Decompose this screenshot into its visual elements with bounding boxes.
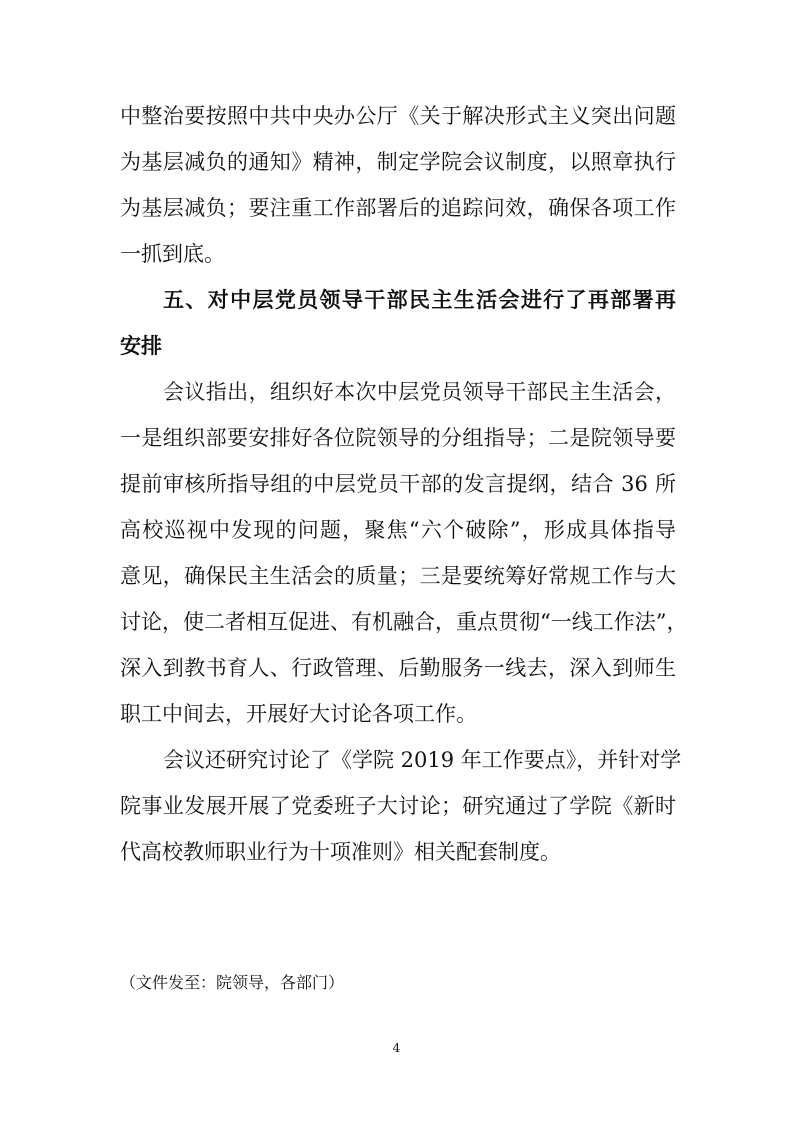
body-line-13: 深入到教书育人、行政管理、后勤服务一线去，深入到师生 <box>120 656 676 680</box>
body-line-12: 讨论，使二者相互促进、有机融合，重点贯彻“一线工作法”， <box>120 610 688 634</box>
page-number: 4 <box>392 1041 401 1055</box>
body-line-14: 职工中间去，开展好大讨论各项工作。 <box>120 702 477 726</box>
body-line-9: 提前审核所指导组的中层党员干部的发言提纲，结合 36 所 <box>120 472 676 496</box>
body-line-11: 意见，确保民主生活会的质量；三是要统筹好常规工作与大 <box>120 564 676 588</box>
body-line-7: 会议指出，组织好本次中层党员领导干部民主生活会， <box>163 380 676 404</box>
body-line-2: 为基层减负的通知》精神，制定学院会议制度，以照章执行 <box>120 150 676 174</box>
body-line-1: 中整治要按照中共中央办公厅《关于解决形式主义突出问题 <box>120 104 676 128</box>
body-line-16: 院事业发展开展了党委班子大讨论；研究通过了学院《新时 <box>120 794 676 818</box>
body-line-10: 高校巡视中发现的问题，聚焦“六个破除”，形成具体指导 <box>120 518 676 542</box>
body-line-15: 会议还研究讨论了《学院 2019 年工作要点》，并针对学 <box>163 748 682 772</box>
distribution-note: （文件发至：院领导，各部门） <box>120 973 345 992</box>
section-heading-line-2: 安排 <box>120 333 162 358</box>
body-line-3: 为基层减负；要注重工作部署后的追踪问效，确保各项工作 <box>120 196 676 220</box>
body-line-4: 一抓到底。 <box>120 242 225 266</box>
body-line-17: 代高校教师职业行为十项准则》相关配套制度。 <box>120 840 561 864</box>
section-heading-line-1: 五、对中层党员领导干部民主生活会进行了再部署再 <box>163 287 676 312</box>
body-line-8: 一是组织部要安排好各位院领导的分组指导；二是院领导要 <box>120 426 676 450</box>
